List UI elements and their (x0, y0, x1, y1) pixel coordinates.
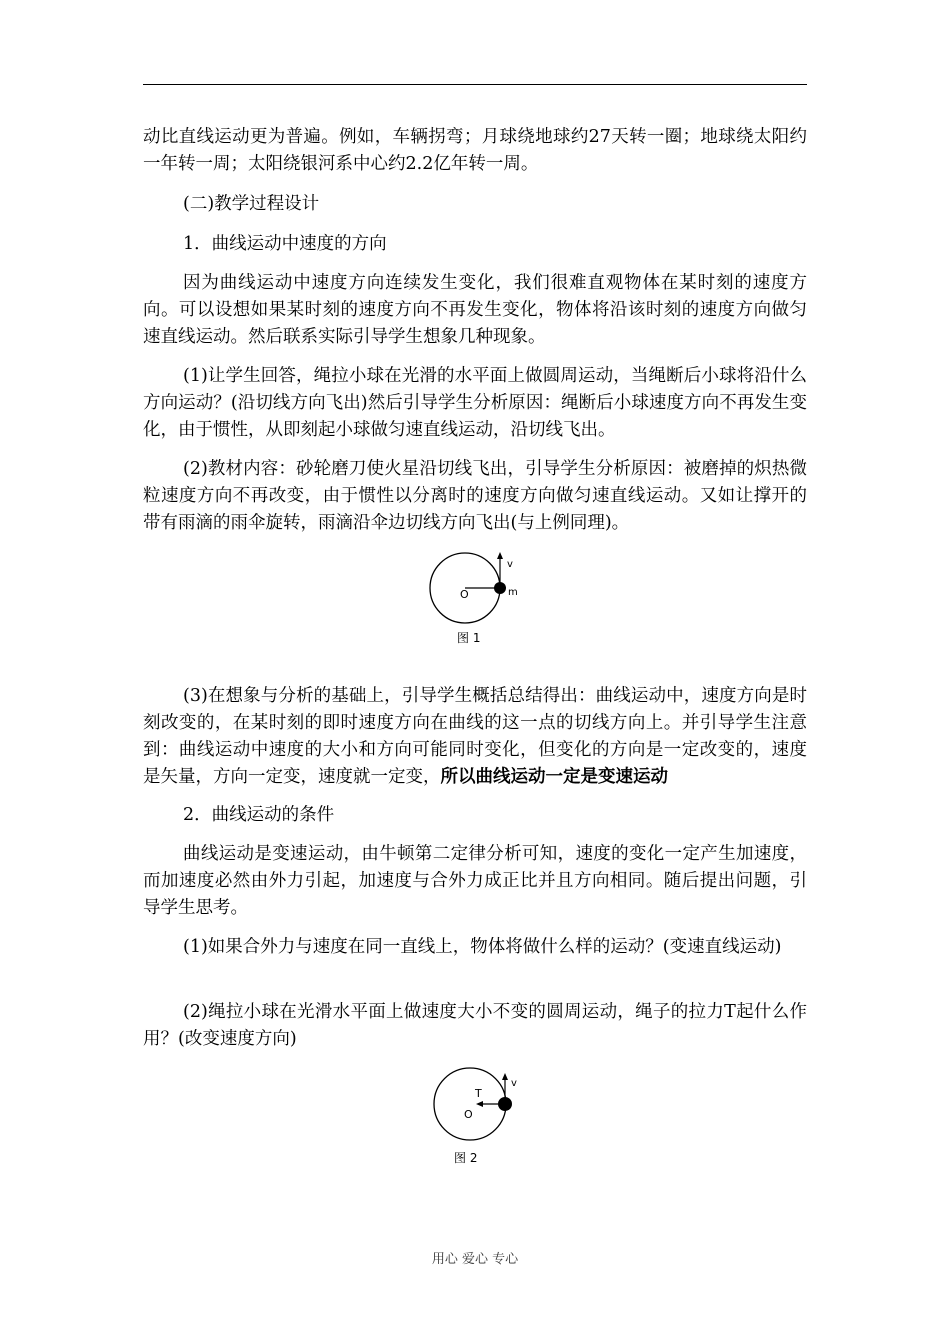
tension-arrowhead (476, 1101, 483, 1107)
paragraph-intro: 动比直线运动更为普遍。例如，车辆拐弯；月球绕地球约27天转一圈；地球绕太阳约一年转一周；太阳绕银河系中心约2.2亿年转一周。 (143, 127, 807, 174)
paragraph-velocity: 因为曲线运动中速度方向连续发生变化，我们很难直观物体在某时刻的速度方向。可以设想如果某时刻的速度方向不再发生变化，物体将沿该时刻的速度方向做匀速直线运动。然后联系实际引导学生想象几种现象。 (143, 273, 807, 347)
paragraph-grinder: (2)教材内容：砂轮磨刀使火星沿切线飞出，引导学生分析原因：被磨掉的炽热微粒速度方向不再改变，由于惯性以分离时的速度方向做匀速直线运动。又如让撑开的带有雨滴的雨伞旋转，雨滴沿伞边切线方向飞出(与上例同理)。 (143, 459, 807, 533)
heading-velocity-direction: 1．曲线运动中速度的方向 (183, 234, 387, 254)
section-title: (二)教学过程设计 (183, 194, 320, 214)
label-v: v (507, 559, 513, 570)
velocity-arrowhead (502, 1073, 508, 1080)
paragraph-rope-ball: (1)让学生回答，绳拉小球在光滑的水平面上做圆周运动，当绳断后小球将沿什么方向运动？(沿切线方向飞出)然后引导学生分析原因：绳断后小球速度方向不再发生变化，由于惯性，从即刻起小球做匀速直线运动，沿切线飞出。 (143, 366, 807, 440)
header-rule (143, 84, 807, 85)
label-t: T (475, 1087, 482, 1100)
figure-2 (426, 1064, 530, 1168)
figure-1 (420, 544, 530, 648)
paragraph-newton: 曲线运动是变速运动，由牛顿第二定律分析可知，速度的变化一定产生加速度，而加速度必然由外力引起，加速度与合外力成正比并且方向相同。随后提出问题，引导学生思考。 (143, 844, 807, 918)
summary-emphasis: 所以曲线运动一定是变速运动 (440, 767, 668, 787)
figure-1-caption: 图 1 (457, 631, 481, 645)
heading-curve-conditions: 2．曲线运动的条件 (183, 805, 335, 825)
paragraph-summary (143, 683, 807, 791)
label-m: m (508, 587, 518, 598)
label-o: O (460, 588, 469, 601)
figure-2-caption: 图 2 (454, 1151, 478, 1165)
paragraph-question-1: (1)如果合外力与速度在同一直线上，物体将做什么样的运动？(变速直线运动) (183, 937, 782, 957)
paragraph-question-2: (2)绳拉小球在光滑水平面上做速度大小不变的圆周运动，绳子的拉力T起什么作用？(改变速度方向) (143, 1002, 807, 1049)
label-o: O (464, 1108, 473, 1121)
summary-text: (3)在想象与分析的基础上，引导学生概括总结得出：曲线运动中，速度方向是时刻改变的，在某时刻的即时速度方向在曲线的这一点的切线方向上。并引导学生注意到：曲线运动中速度的大小和方向可能同时变化，但变化的方向是一定改变的，速度是矢量，方向一定变，速度就一定变， (143, 686, 807, 787)
label-v: v (511, 1078, 517, 1089)
page-footer: 用心 爱心 专心 (431, 1252, 519, 1267)
velocity-arrowhead (497, 552, 503, 559)
